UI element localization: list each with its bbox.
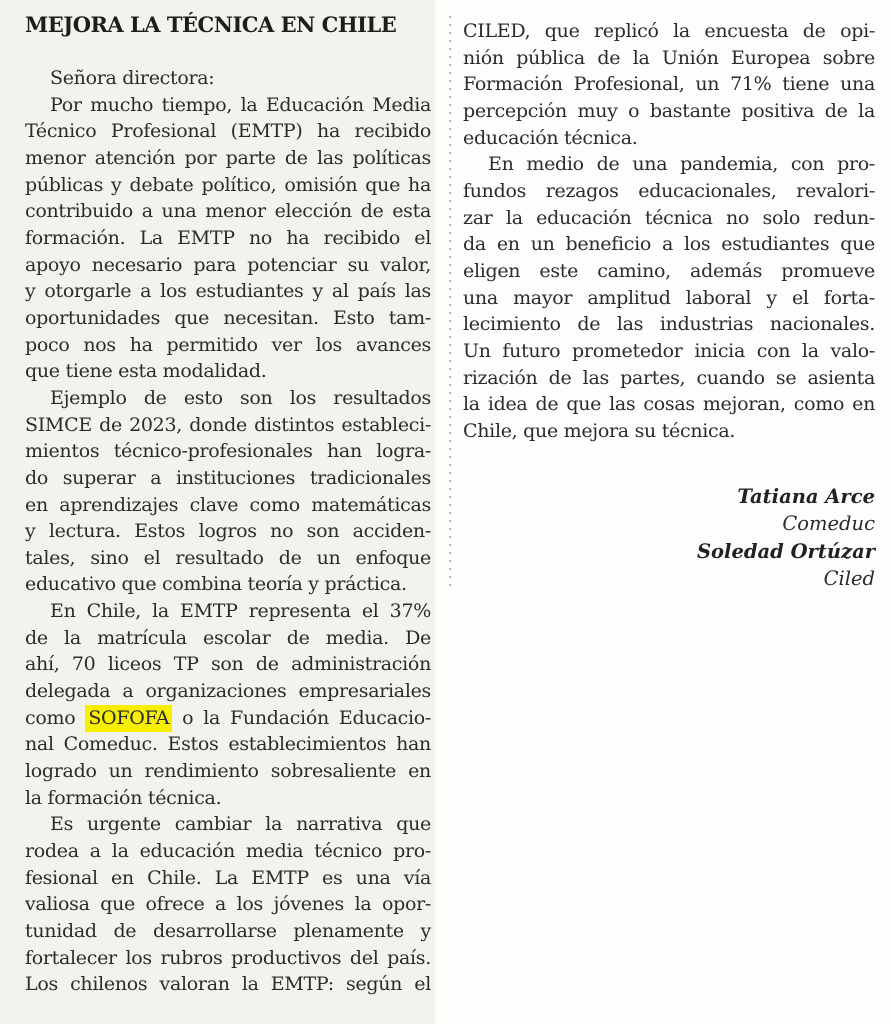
text-segment: rodea a la educación media técnico pro-: [25, 840, 431, 863]
text-segment: nión pública de la Unión Europea sobre: [463, 46, 875, 69]
text-segment: zar la educación técnica no solo redun-: [463, 206, 875, 229]
text-line: [463, 98, 875, 125]
text-line: [463, 418, 875, 445]
text-segment: do superar a instituciones tradicionales: [25, 466, 431, 489]
text-line: [463, 205, 875, 232]
text-segment: de la matrícula escolar de media. De: [25, 626, 431, 649]
text-line: [25, 332, 431, 359]
text-line: [463, 71, 875, 98]
text-line: [25, 438, 431, 465]
text-line: [25, 65, 431, 92]
text-line: [25, 172, 431, 199]
text-line: [463, 18, 875, 45]
text-segment: lecimiento de las industrias nacionales.: [463, 313, 875, 336]
text-segment: Señora directora:: [50, 67, 215, 89]
text-segment: Por mucho tiempo, la Educación Media: [50, 93, 431, 116]
text-line: [463, 285, 875, 312]
text-line: [25, 945, 431, 972]
text-segment: Los chilenos valoran la EMTP: según el: [25, 973, 431, 996]
text-line: [25, 118, 431, 145]
signature-org: Comeduc: [782, 512, 875, 535]
text-segment: o la Fundación Educacio-: [172, 706, 431, 729]
text-segment: la idea de que las cosas mejoran, como en: [463, 393, 875, 416]
text-segment: da en un beneficio a los estudiantes que: [463, 233, 875, 256]
text-segment: fundos rezagos educacionales, revalori-: [463, 179, 875, 202]
text-line: [463, 391, 875, 418]
text-segment: valiosa que ofrece a los jóvenes la opor-: [25, 893, 431, 916]
text-line: [25, 891, 431, 918]
highlighted-text: SOFOFA: [85, 705, 172, 732]
text-segment: eligen este camino, además promueve: [463, 259, 875, 282]
text-line: [25, 678, 431, 705]
text-segment: apoyo necesario para potenciar su valor,: [25, 253, 431, 276]
text-segment: Chile, que mejora su técnica.: [463, 419, 736, 442]
text-segment: oportunidades que necesitan. Esto tam-: [25, 306, 431, 329]
text-segment: como: [25, 706, 86, 729]
signature-org: Ciled: [823, 567, 875, 590]
text-line: [463, 231, 875, 258]
text-segment: en aprendizajes clave como matemáticas: [25, 493, 431, 516]
text-segment: fesional en Chile. La EMTP es una vía: [25, 866, 431, 889]
text-line: [463, 311, 875, 338]
text-segment: En Chile, la EMTP representa el 37%: [50, 600, 431, 623]
text-segment: Técnico Profesional (EMTP) ha recibido: [25, 120, 431, 143]
text-line: [25, 225, 431, 252]
right-column-text: [463, 18, 875, 445]
article-title: MEJORA LA TÉCNICA EN CHILE: [25, 12, 397, 37]
text-line: [463, 338, 875, 365]
text-line: [25, 705, 431, 732]
text-line: [463, 178, 875, 205]
text-line: [25, 758, 431, 785]
text-segment: logrado un rendimiento sobresaliente en: [25, 760, 431, 783]
text-segment: Ejemplo de esto son los resultados: [50, 386, 431, 409]
text-line: [25, 785, 431, 812]
text-segment: tunidad de desarrollarse plenamente y: [25, 920, 431, 942]
text-segment: que tiene esta modalidad.: [25, 360, 267, 383]
text-segment: rización de las partes, cuando se asienta: [463, 366, 875, 389]
text-segment: fortalecer los rubros productivos del país.: [25, 946, 431, 969]
signature-name: Tatiana Arce: [737, 484, 875, 508]
text-line: [25, 971, 431, 998]
text-segment: mientos técnico-profesionales han logra-: [25, 440, 431, 463]
text-segment: percepción muy o bastante positiva de la: [463, 99, 875, 122]
text-segment: tales, sino el resultado de un enfoque: [25, 546, 431, 569]
text-segment: poco nos ha permitido ver los avances: [25, 333, 431, 356]
text-segment: una mayor amplitud laboral y el forta-: [463, 286, 875, 309]
text-segment: la formación técnica.: [25, 786, 222, 809]
text-line: [25, 278, 431, 305]
text-segment: CILED, que replicó la encuesta de opi-: [463, 20, 875, 42]
text-line: [25, 651, 431, 678]
text-segment: delegada a organizaciones empresariales: [25, 680, 431, 703]
text-segment: SIMCE de 2023, donde distintos estableci-: [25, 413, 431, 436]
text-line: [25, 625, 431, 652]
text-segment: nal Comeduc. Estos establecimientos han: [25, 733, 431, 756]
text-segment: formación. La EMTP no ha recibido el: [25, 226, 431, 249]
text-line: [25, 518, 431, 545]
text-line: [25, 385, 431, 412]
text-line: [25, 731, 431, 758]
text-line: [463, 125, 875, 152]
left-column-text: [25, 65, 431, 998]
column-divider-dotted-line: [449, 16, 451, 590]
text-line: [25, 545, 431, 572]
text-line: [25, 571, 431, 598]
text-line: [25, 492, 431, 519]
text-segment: Formación Profesional, un 71% tiene una: [463, 73, 875, 96]
text-segment: ahí, 70 liceos TP son de administración: [25, 653, 431, 676]
text-line: [463, 258, 875, 285]
text-line: [25, 465, 431, 492]
text-segment: educativo que combina teoría y práctica.: [25, 573, 407, 596]
signature-name: Soledad Ortúzar: [696, 539, 875, 563]
text-line: [25, 358, 431, 385]
text-line: [463, 151, 875, 178]
text-segment: contribuido a una menor elección de esta: [25, 200, 431, 223]
text-line: [25, 145, 431, 172]
text-line: [25, 598, 431, 625]
text-segment: Es urgente cambiar la narrativa que: [50, 813, 431, 836]
right-column: [463, 0, 875, 593]
text-segment: menor atención por parte de las políticas: [25, 146, 431, 169]
text-line: [25, 305, 431, 332]
text-segment: públicas y debate político, omisión que ha: [25, 173, 431, 196]
text-segment: y otorgarle a los estudiantes y al país las: [25, 280, 431, 303]
text-segment: educación técnica.: [463, 126, 638, 149]
text-line: [25, 198, 431, 225]
left-column: [25, 0, 431, 998]
text-line: [25, 918, 431, 945]
signature-block: [463, 483, 875, 593]
text-segment: y lectura. Estos logros no son acciden-: [25, 520, 431, 543]
text-segment: Un futuro prometedor inicia con la valo-: [463, 339, 875, 362]
text-line: [25, 865, 431, 892]
text-line: [25, 92, 431, 119]
text-segment: En medio de una pandemia, con pro-: [488, 153, 875, 176]
text-line: [25, 811, 431, 838]
text-line: [25, 412, 431, 439]
text-line: [463, 45, 875, 72]
text-line: [463, 365, 875, 392]
text-line: [25, 252, 431, 279]
text-line: [25, 838, 431, 865]
